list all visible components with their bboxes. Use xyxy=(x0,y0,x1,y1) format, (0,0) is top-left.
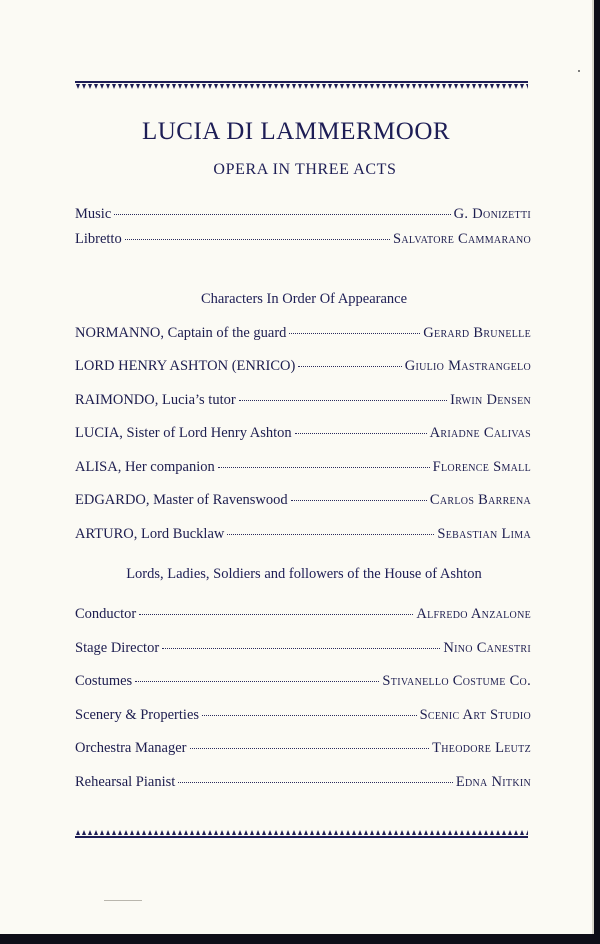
dot-leader xyxy=(202,715,417,716)
character-role: LUCIA, Sister of Lord Henry Ashton xyxy=(75,425,292,441)
paper-scratch xyxy=(104,900,142,901)
staff-label: Stage Director xyxy=(75,640,160,656)
credit-label: Libretto xyxy=(75,231,122,247)
dot-leader xyxy=(298,366,401,367)
ornament-border-icon xyxy=(75,828,528,838)
credit-value: G. Donizetti xyxy=(453,206,531,222)
character-row xyxy=(75,424,531,442)
credit-row-libretto xyxy=(75,230,531,248)
staff-value: Theodore Leutz xyxy=(432,740,531,756)
staff-value: Edna Nitkin xyxy=(455,774,531,790)
dot-leader xyxy=(178,782,453,783)
staff-row xyxy=(75,639,531,657)
dot-leader xyxy=(295,433,427,434)
dot-leader xyxy=(218,467,430,468)
page-title: LUCIA DI LAMMERMOOR xyxy=(141,118,451,145)
ornament-border-icon xyxy=(75,81,528,91)
top-ornamental-border xyxy=(75,81,528,91)
dot-leader xyxy=(162,648,440,649)
staff-row xyxy=(75,672,531,690)
staff-label: Orchestra Manager xyxy=(75,740,187,756)
dot-leader xyxy=(291,500,427,501)
dot-leader xyxy=(139,614,413,615)
staff-value: Nino Canestri xyxy=(443,640,531,656)
character-performer: Carlos Barrena xyxy=(429,492,531,508)
character-performer: Sebastian Lima xyxy=(437,526,531,542)
paper-speck xyxy=(578,70,580,72)
character-role: LORD HENRY ASHTON (ENRICO) xyxy=(75,358,296,374)
character-role: ARTURO, Lord Bucklaw xyxy=(75,526,225,542)
staff-label: Costumes xyxy=(75,673,133,689)
staff-value: Alfredo Anzalone xyxy=(416,606,531,622)
character-role: EDGARDO, Master of Ravenswood xyxy=(75,492,288,508)
staff-value: Scenic Art Studio xyxy=(419,707,531,723)
character-performer: Irwin Densen xyxy=(450,392,531,408)
character-row xyxy=(75,525,531,543)
character-row xyxy=(75,491,531,509)
credit-value: Salvatore Cammarano xyxy=(392,231,531,247)
character-role: NORMANNO, Captain of the guard xyxy=(75,325,287,341)
staff-row xyxy=(75,739,531,757)
credit-label: Music xyxy=(75,206,112,222)
character-performer: Gerard Brunelle xyxy=(423,325,531,341)
dot-leader xyxy=(114,214,450,215)
characters-heading: Characters In Order Of Appearance xyxy=(200,291,408,307)
dot-leader xyxy=(135,681,379,682)
dot-leader xyxy=(289,333,420,334)
character-role: ALISA, Her companion xyxy=(75,459,215,475)
staff-label: Conductor xyxy=(75,606,137,622)
character-performer: Ariadne Calivas xyxy=(429,425,531,441)
character-performer: Florence Small xyxy=(432,459,531,475)
character-row xyxy=(75,391,531,409)
dot-leader xyxy=(227,534,434,535)
character-performer: Giulio Mastrangelo xyxy=(404,358,531,374)
character-row xyxy=(75,458,531,476)
staff-label: Scenery & Properties xyxy=(75,707,200,723)
credit-row-music xyxy=(75,205,531,223)
staff-value: Stivanello Costume Co. xyxy=(382,673,531,689)
staff-row xyxy=(75,706,531,724)
dot-leader xyxy=(125,239,390,240)
bottom-ornamental-border xyxy=(75,828,528,838)
staff-row xyxy=(75,605,531,623)
page-subtitle: OPERA IN THREE ACTS xyxy=(213,161,397,178)
staff-row xyxy=(75,773,531,791)
character-row xyxy=(75,324,531,342)
character-role: RAIMONDO, Lucia’s tutor xyxy=(75,392,236,408)
chorus-note: Lords, Ladies, Soldiers and followers of the House of Ashton xyxy=(126,566,482,582)
dot-leader xyxy=(239,400,447,401)
character-row xyxy=(75,357,531,375)
staff-label: Rehearsal Pianist xyxy=(75,774,176,790)
dot-leader xyxy=(190,748,430,749)
